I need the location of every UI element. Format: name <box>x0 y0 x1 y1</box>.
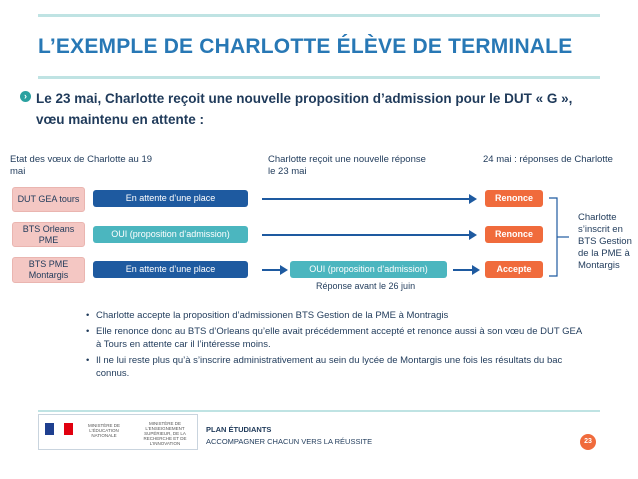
right-arrow-icon <box>262 229 477 241</box>
footer-title: PLAN ÉTUDIANTS <box>206 425 272 434</box>
status-waiting: En attente d’une place <box>93 190 248 207</box>
list-item: • Elle renonce donc au BTS d’Orleans qu’elle avait précédemment accepté et renonce aussi à son vœu de DUT GEA à Tours en attente car il l’intéresse moins. <box>86 325 586 352</box>
new-status-oui-admission: OUI (proposition d’admission) <box>290 261 447 278</box>
ministry-logo <box>38 414 198 450</box>
status-oui-admission: OUI (proposition d’admission) <box>93 226 248 243</box>
deadline-note: Réponse avant le 26 juin <box>316 281 416 291</box>
bracket <box>547 197 575 277</box>
status-waiting: En attente d’une place <box>93 261 248 278</box>
intro-text: Le 23 mai, Charlotte reçoit une nouvelle proposition d’admission pour le DUT « G », vœu maintenu en attente : <box>36 91 573 127</box>
logo-text: MINISTÈRE DE L’ENSEIGNEMENT SUPÉRIEUR, DE LA RECHERCHE ET DE L’INNOVATION <box>143 421 187 446</box>
top-divider <box>38 14 600 17</box>
footer-subtitle: ACCOMPAGNER CHACUN VERS LA RÉUSSITE <box>206 437 373 446</box>
side-note: Charlotte s’inscrit en BTS Gestion de la PME à Montargis <box>578 212 632 271</box>
wish-dut-gea-tours: DUT GEA tours <box>12 187 85 212</box>
french-flag-icon <box>45 423 73 435</box>
right-arrow-icon <box>453 264 480 276</box>
wish-bts-orleans-pme: BTS Orleans PME <box>12 222 85 247</box>
response-renonce: Renonce <box>485 226 543 243</box>
title-divider <box>38 76 600 79</box>
column-header-responses: 24 mai : réponses de Charlotte <box>483 154 613 165</box>
slide-title: L’EXEMPLE DE CHARLOTTE ÉLÈVE DE TERMINALE <box>38 35 573 58</box>
right-arrow-icon <box>262 264 288 276</box>
column-header-new-response: Charlotte reçoit une nouvelle réponse le 23 mai <box>268 154 426 177</box>
page-number: 23 <box>580 434 596 450</box>
response-renonce: Renonce <box>485 190 543 207</box>
wish-bts-pme-montargis: BTS PME Montargis <box>12 257 85 283</box>
list-item: • Il ne lui reste plus qu’à s’inscrire administrativement au sein du lycée de Montargis une fois les résultats du bac connus. <box>86 354 586 381</box>
logo-text: MINISTÈRE DE L’ÉDUCATION NATIONALE <box>87 423 120 438</box>
circle-chevron-right-icon: › <box>20 91 31 102</box>
footer-divider <box>38 410 600 412</box>
right-arrow-icon <box>262 193 477 205</box>
response-accepte: Accepte <box>485 261 543 278</box>
list-item: • Charlotte accepte la proposition d’admissionen BTS Gestion de la PME à Montragis <box>86 309 586 323</box>
column-header-wishes: Etat des vœux de Charlotte au 19 mai <box>10 154 153 177</box>
bullet-list <box>86 309 586 383</box>
